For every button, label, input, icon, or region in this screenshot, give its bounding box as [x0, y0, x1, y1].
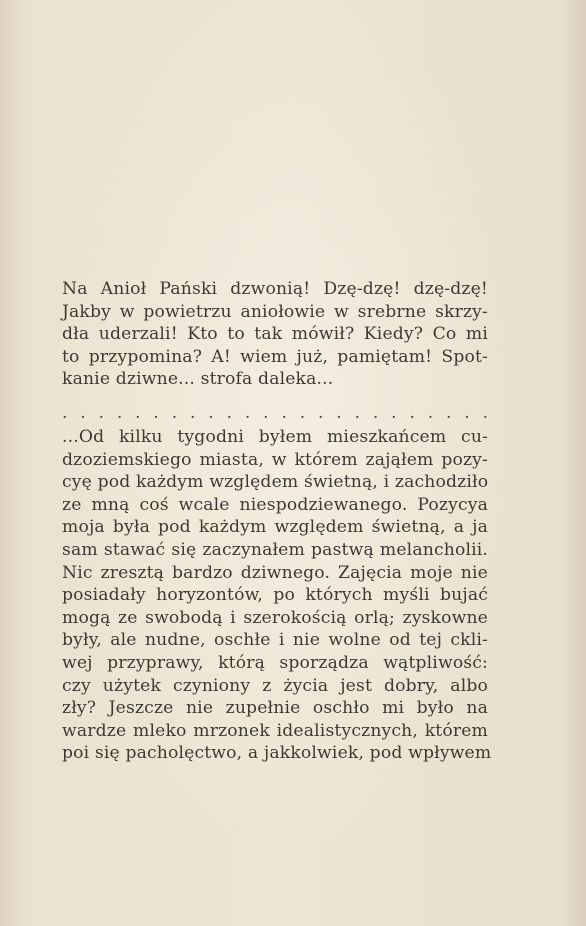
text-line: cyę pod każdym względem świetną, i zachodziło [62, 472, 489, 493]
text-line: moja była pod każdym względem świetną, a ja [62, 517, 488, 538]
text-line: Na Anioł Pański dzwonią! Dzę-dzę! dzę-dzę! [62, 279, 488, 299]
text-line: Nic zresztą bardzo dziwnego. Zajęcia moje nie [62, 562, 488, 583]
text-line: posiadały horyzontów, po których myśli bujać [62, 585, 488, 606]
text-line: czy użytek czyniony z życia jest dobry, albo [62, 675, 488, 696]
text-line: sam stawać się zaczynałem pastwą melancholii. [62, 539, 488, 560]
text-line: mogą ze swobodą i szerokością orlą; zyskowne [62, 607, 488, 628]
text-line: dła uderzali! Kto to tak mówił? Kiedy? Co mi [62, 324, 488, 345]
text-line: ...Od kilku tygodni byłem mieszkańcem cu- [62, 427, 488, 447]
dotted-separator: . . . . . . . . . . . . . . . . . . . . . . . . [62, 403, 488, 423]
text-line: ze mną coś wcale niespodziewanego. Pozycya [62, 494, 488, 515]
text-line: to przypomina? A! wiem już, pamiętam! Spot- [62, 346, 488, 367]
text-line: wardze mleko mrzonek idealistycznych, którem [62, 720, 488, 741]
text-line: kanie dziwne... strofa daleka... [62, 369, 334, 390]
text-line: były, ale nudne, oschłe i nie wolne od tej ckli- [62, 630, 488, 651]
text-line: poi się pacholęctwo, a jakkolwiek, pod wpływem [62, 743, 492, 764]
text-line: zły? Jeszcze nie zupełnie oschło mi było na [62, 698, 488, 719]
text-line: wej przyprawy, którą sporządza wątpliwość: [62, 652, 488, 673]
paragraph-2 [62, 426, 492, 765]
text-line: Jakby w powietrzu aniołowie w srebrne skrzy- [62, 301, 488, 322]
paragraph-1 [62, 278, 488, 391]
text-line: dzoziemskiego miasta, w którem zająłem pozy- [62, 449, 488, 470]
